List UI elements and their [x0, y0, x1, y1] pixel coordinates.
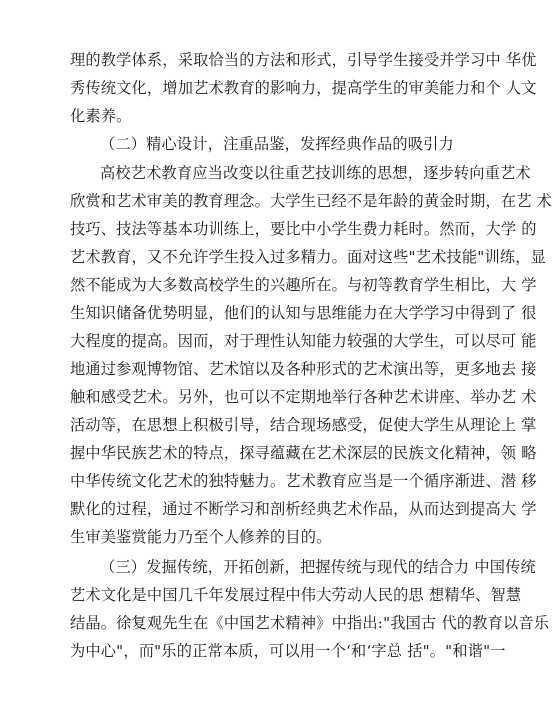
section-heading-2: （二）精心设计，注重品鉴，发挥经典作品的吸引力 — [100, 135, 454, 153]
text-line-14: 活动等，在思想上积极引导，结合现场感受，促使大学生从理论上 掌 — [70, 416, 537, 434]
section-heading-3: （三）发掘传统，开拓创新，把握传统与现代的结合力 中国传统 — [100, 558, 536, 576]
text-line-1: 理的教学体系，采取恰当的方法和形式，引导学生接受并学习中 华优 — [70, 51, 537, 69]
text-line-8: 艺术教育，又不允许学生投入过多精力。面对这些"艺术技能"训练，显 — [70, 248, 546, 266]
text-line-3: 化素养。 — [70, 107, 132, 125]
text-line-22: 为中心"，而"乐的正常本质，可以用一个‘和‘字总 括"。"和谐"一 — [70, 642, 506, 660]
text-line-20: 艺术文化是中国几千年发展过程中伟大劳动人民的思 想精华、智慧 — [70, 586, 522, 604]
text-line-16: 中华传统文化艺术的独特魅力。艺术教育应当是一个循序渐进、潜 移 — [70, 472, 537, 490]
text-line-7: 技巧、技法等基本功训练上，要比中小学生费力耗时。然而，大学 的 — [70, 220, 537, 238]
text-line-13: 触和感受艺术。另外，也可以不定期地举行各种艺术讲座、举办艺 术 — [70, 388, 537, 406]
text-line-15: 握中华民族艺术的特点，探寻蕴藏在艺术深层的民族文化精神，领 略 — [70, 444, 537, 462]
text-line-6: 欣赏和艺术审美的教育理念。大学生已经不是年龄的黄金时期，在艺 术 — [70, 192, 552, 210]
text-line-12: 地通过参观博物馆、艺术馆以及各种形式的艺术演出等，更多地去 接 — [70, 360, 537, 378]
text-line-21: 结晶。徐复观先生在《中国艺术精神》中指出:"我国古 代的教育以音乐 — [70, 614, 550, 632]
text-line-17: 默化的过程，通过不断学习和剖析经典艺术作品，从而达到提高大 学 — [70, 500, 537, 518]
text-line-9: 然不能成为大多数高校学生的兴趣所在。与初等教育学生相比，大 学 — [70, 276, 537, 294]
text-line-10: 生知识储备优势明显，他们的认知与思维能力在大学学习中得到了 很 — [70, 304, 537, 322]
text-line-2: 秀传统文化，增加艺术教育的影响力，提高学生的审美能力和个 人文 — [70, 79, 537, 97]
text-line-18: 生审美鉴赏能力乃至个人修养的目的。 — [70, 528, 332, 546]
text-line-5: 高校艺术教育应当改变以往重艺技训练的思想，逐步转向重艺术 — [100, 164, 531, 182]
text-line-11: 大程度的提高。因而，对于理性认知能力较强的大学生，可以尽可 能 — [70, 332, 537, 350]
